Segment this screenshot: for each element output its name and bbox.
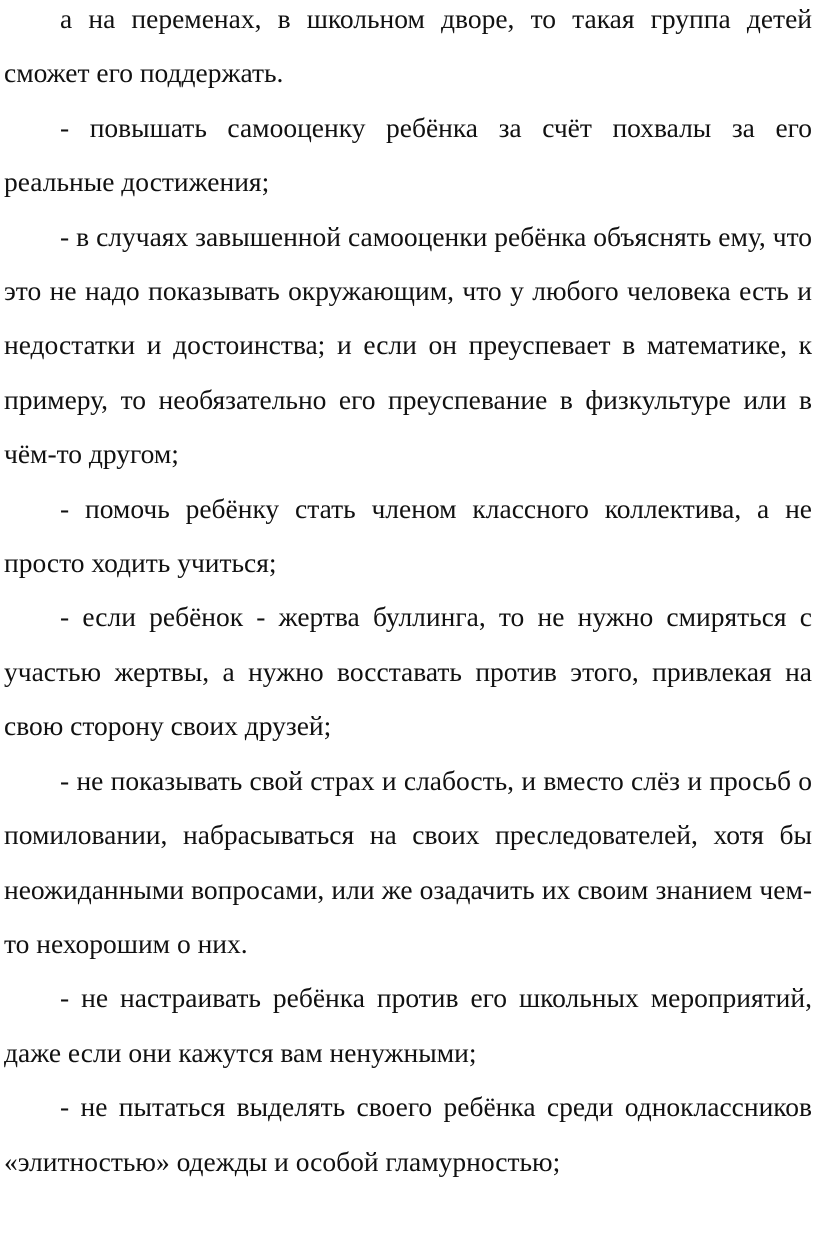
paragraph-inflated-self-esteem: - в случаях завышенной самооценки ребёнка объяснять ему, что это не надо показывать окружающим, что у любого человека есть и недостатки и достоинства; и если он преуспевает в математике, к примеру, то необязательно его преуспевание в физкультуре или в чём-то другом;: [4, 220, 812, 470]
paragraph-continuation: а на переменах, в школьном дворе, то такая группа детей сможет его поддержать.: [4, 3, 812, 89]
paragraph-no-elitism: - не пытаться выделять своего ребёнка среди одноклассников «элитностью» одежды и особой гламурностью;: [4, 1091, 812, 1177]
paragraph-school-events: - не настраивать ребёнка против его школьных мероприятий, даже если они кажутся вам ненужными;: [4, 982, 812, 1068]
paragraph-no-fear: - не показывать свой страх и слабость, и вместо слёз и просьб о помиловании, набрасываться на своих преследователей, хотя бы неожиданными вопросами, или же озадачить их своим знанием чем-то нехорошим о них.: [4, 764, 812, 959]
paragraph-bullying-victim: - если ребёнок - жертва буллинга, то не нужно смиряться с участью жертвы, а нужно восставать против этого, привлекая на свою сторону своих друзей;: [4, 601, 812, 742]
paragraph-raise-self-esteem: - повышать самооценку ребёнка за счёт похвалы за его реальные достижения;: [4, 111, 812, 198]
paragraph-class-member: - помочь ребёнку стать членом классного коллектива, а не просто ходить учиться;: [4, 492, 812, 579]
